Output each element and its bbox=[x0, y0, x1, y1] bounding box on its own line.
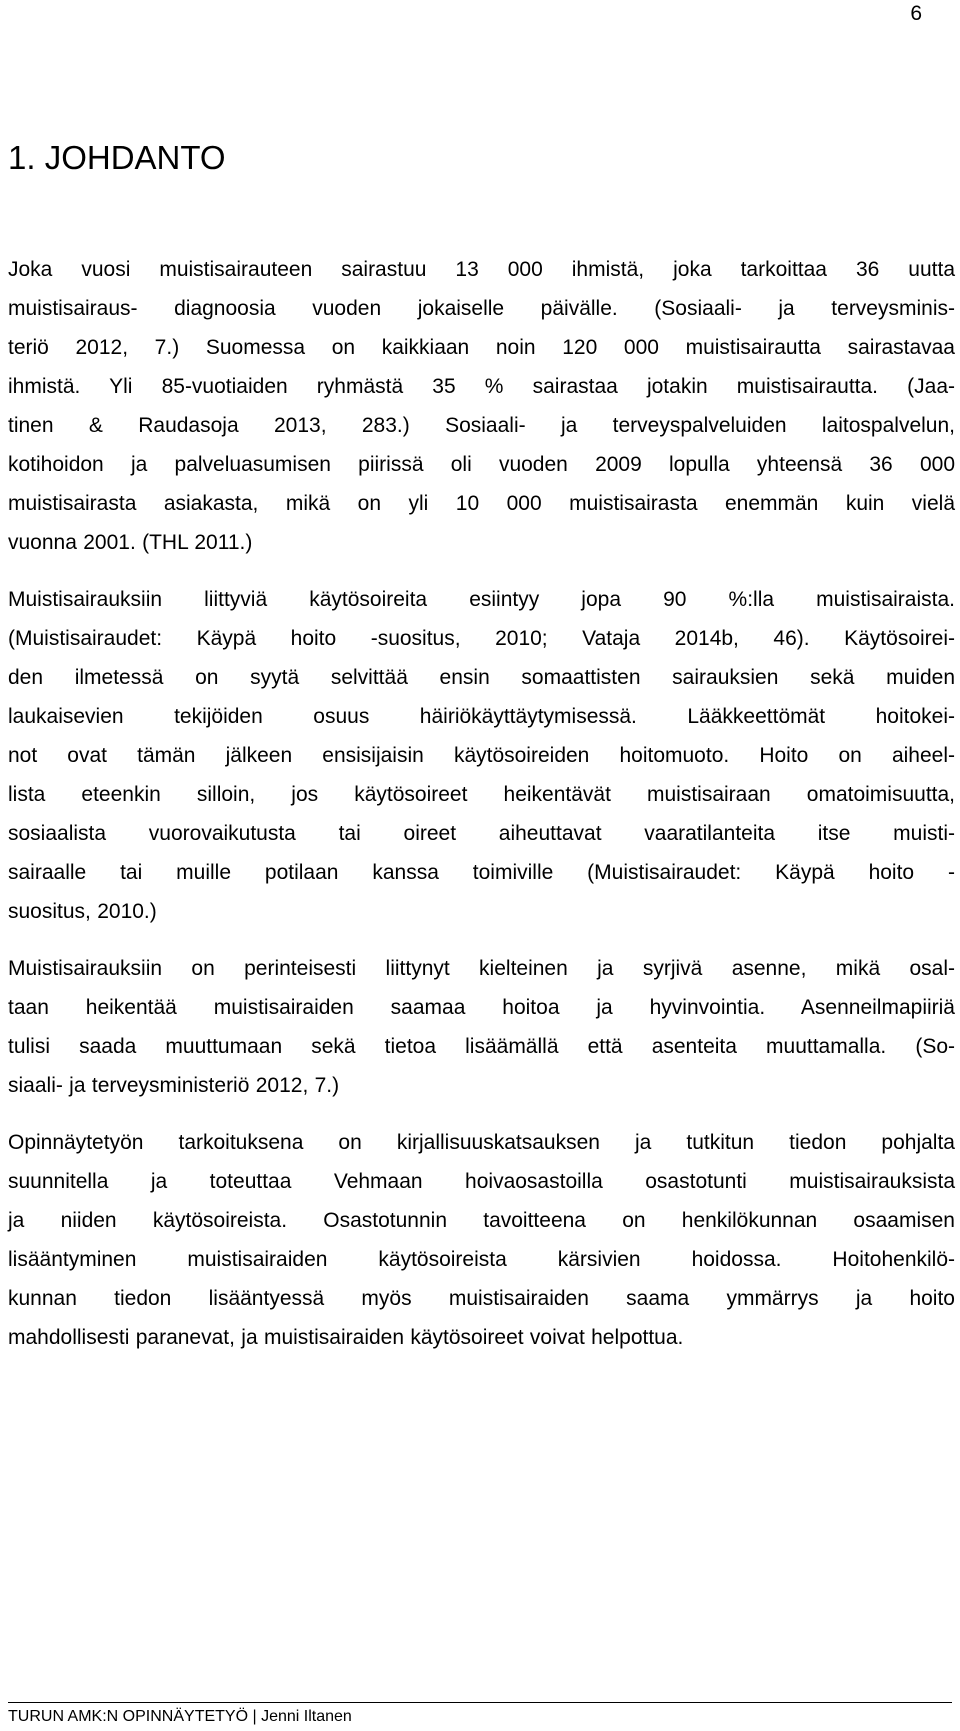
text-line: ja niiden käytösoireista. Osastotunnin tavoitteena on henkilökunnan osaamisen bbox=[8, 1209, 955, 1232]
page-footer: TURUN AMK:N OPINNÄYTETYÖ | Jenni Iltanen bbox=[8, 1708, 352, 1725]
page-number: 6 bbox=[910, 2, 922, 25]
text-line: sosiaalista vuorovaikutusta tai oireet aiheuttavat vaaratilanteita itse muisti- bbox=[8, 822, 955, 845]
paragraph-3 bbox=[8, 949, 955, 1105]
text-line: taan heikentää muistisairaiden saamaa hoitoa ja hyvinvointia. Asenneilmapiiriä bbox=[8, 996, 955, 1019]
text-line: kunnan tiedon lisääntyessä myös muistisairaiden saama ymmärrys ja hoito bbox=[8, 1287, 955, 1310]
paragraph-1 bbox=[8, 250, 955, 562]
text-line: muistisairasta asiakasta, mikä on yli 10 000 muistisairasta enemmän kuin vielä bbox=[8, 492, 955, 515]
paragraph-4 bbox=[8, 1123, 955, 1357]
text-line: lisääntyminen muistisairaiden käytösoireista kärsivien hoidossa. Hoitohenkilö- bbox=[8, 1248, 955, 1271]
text-line: mahdollisesti paranevat, ja muistisairaiden käytösoireet voivat helpottua. bbox=[8, 1326, 684, 1349]
text-line: Opinnäytetyön tarkoituksena on kirjallisuuskatsauksen ja tutkitun tiedon pohjalta bbox=[8, 1131, 955, 1154]
text-line: kotihoidon ja palveluasumisen piirissä oli vuoden 2009 lopulla yhteensä 36 000 bbox=[8, 453, 955, 476]
text-line: tinen & Raudasoja 2013, 283.) Sosiaali- ja terveyspalveluiden laitospalvelun, bbox=[8, 414, 955, 437]
text-line: laukaisevien tekijöiden osuus häiriökäyttäytymisessä. Lääkkeettömät hoitokei- bbox=[8, 705, 955, 728]
footer-divider bbox=[8, 1702, 952, 1703]
body-text bbox=[8, 250, 955, 1375]
paragraph-2 bbox=[8, 580, 955, 931]
text-line: Muistisairauksiin liittyviä käytösoireita esiintyy jopa 90 %:lla muistisairaista. bbox=[8, 588, 955, 611]
text-line: den ilmetessä on syytä selvittää ensin somaattisten sairauksien sekä muiden bbox=[8, 666, 955, 689]
text-line: muistisairaus- diagnoosia vuoden jokaiselle päivälle. (Sosiaali- ja terveysminis- bbox=[8, 297, 955, 320]
chapter-heading: 1. JOHDANTO bbox=[8, 139, 226, 176]
text-line: Muistisairauksiin on perinteisesti liittynyt kielteinen ja syrjivä asenne, mikä osal- bbox=[8, 957, 955, 980]
text-line: teriö 2012, 7.) Suomessa on kaikkiaan noin 120 000 muistisairautta sairastavaa bbox=[8, 336, 955, 359]
text-line: suositus, 2010.) bbox=[8, 900, 157, 923]
text-line: siaali- ja terveysministeriö 2012, 7.) bbox=[8, 1074, 340, 1097]
text-line: lista eteenkin silloin, jos käytösoireet heikentävät muistisairaan omatoimisuutta, bbox=[8, 783, 955, 806]
text-line: not ovat tämän jälkeen ensisijaisin käytösoireiden hoitomuoto. Hoito on aiheel- bbox=[8, 744, 955, 767]
text-line: Joka vuosi muistisairauteen sairastuu 13 000 ihmistä, joka tarkoittaa 36 uutta bbox=[8, 258, 955, 281]
text-line: ihmistä. Yli 85-vuotiaiden ryhmästä 35 % sairastaa jotakin muistisairautta. (Jaa- bbox=[8, 375, 955, 398]
text-line: sairaalle tai muille potilaan kanssa toimiville (Muistisairaudet: Käypä hoito - bbox=[8, 861, 955, 884]
text-line: tulisi saada muuttumaan sekä tietoa lisäämällä että asenteita muuttamalla. (So- bbox=[8, 1035, 955, 1058]
text-line: suunnitella ja toteuttaa Vehmaan hoivaosastoilla osastotunti muistisairauksista bbox=[8, 1170, 955, 1193]
text-line: vuonna 2001. (THL 2011.) bbox=[8, 531, 253, 554]
text-line: (Muistisairaudet: Käypä hoito -suositus, 2010; Vataja 2014b, 46). Käytösoirei- bbox=[8, 627, 955, 650]
